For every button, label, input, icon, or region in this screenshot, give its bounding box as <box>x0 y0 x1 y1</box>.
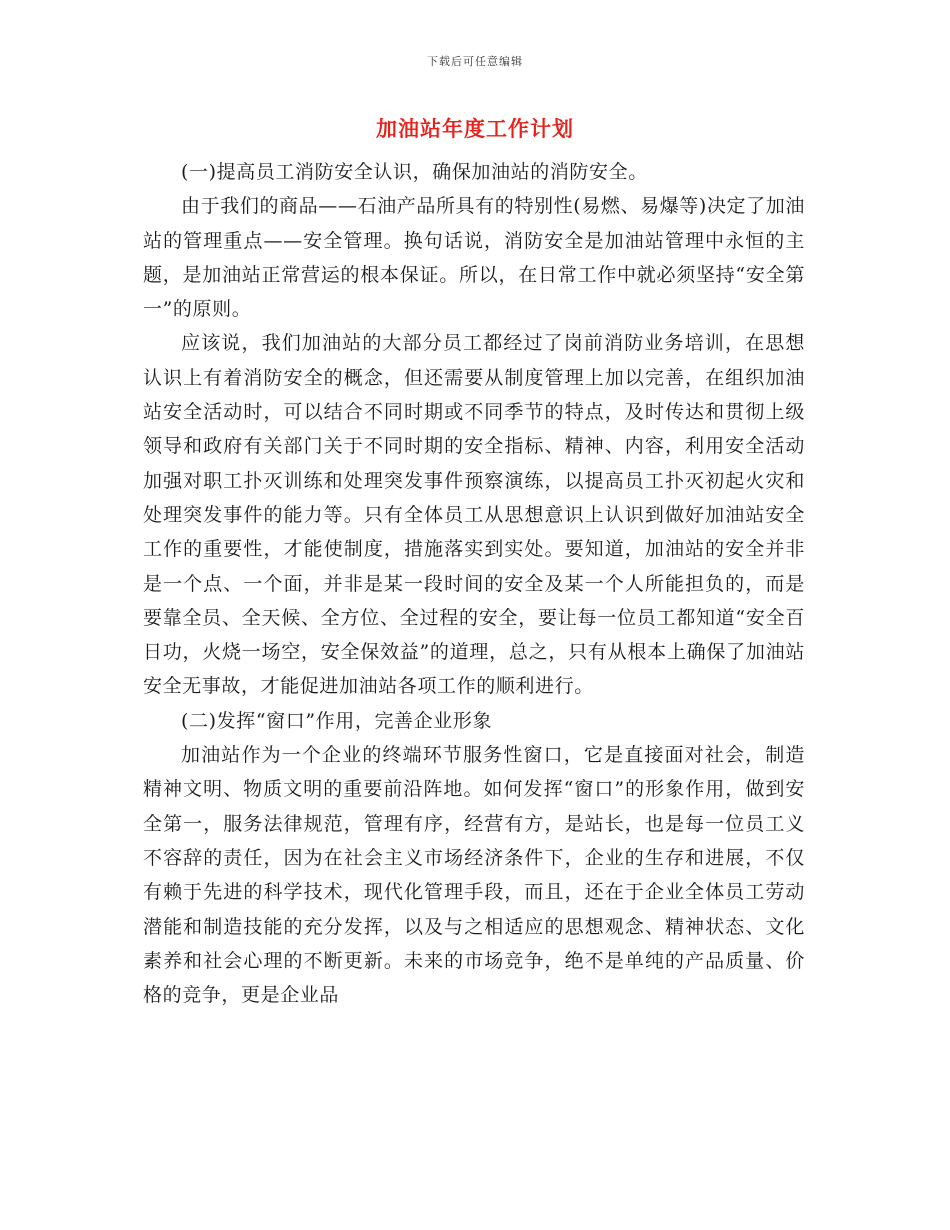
header-note: 下载后可任意编辑 <box>427 55 523 68</box>
paragraph-3: 加油站作为一个企业的终端环节服务性窗口，它是直接面对社会，制造精神文明、物质文明的重要前沿阵地。如何发挥“窗口”的形象作用，做到安全第一，服务法律规范，管理有序，经营有方，是站长，也是每一位员工义不容辞的责任，因为在社会主义市场经济条件下，企业的生存和进展，不仅有赖于先进的科学技术，现代化管理手段，而且，还在于企业全体员工劳动潜能和制造技能的充分发挥，以及与之相适应的思想观念、精神状态、文化素养和社会心理的不断更新。未来的市场竞争，绝不是单纯的产品质量、价格的竞争，更是企业品 <box>143 744 805 1007</box>
section-heading-2: (二)发挥“窗口”作用，完善企业形象 <box>181 709 493 732</box>
paragraph-2: 应该说，我们加油站的大部分员工都经过了岗前消防业务培训，在思想认识上有着消防安全的概念，但还需要从制度管理上加以完善，在组织加油站安全活动时，可以结合不同时期或不同季节的特点，及时传达和贯彻上级领导和政府有关部门关于不同时期的安全指标、精神、内容，利用安全活动加强对职工扑灭训练和处理突发事件预察演练，以提高员工扑灭初起火灾和处理突发事件的能力等。只有全体员工从思想意识上认识到做好加油站安全工作的重要性，才能使制度，措施落实到实处。要知道，加油站的安全并非是一个点、一个面，并非是某一段时间的安全及某一个人所能担负的，而是要靠全员、全天候、全方位、全过程的安全，要让每一位员工都知道“安全百日功，火烧一场空，安全保效益”的道理，总之，只有从根本上确保了加油站安全无事故，才能促进加油站各项工作的顺利进行。 <box>143 332 805 698</box>
section-heading-1: (一)提高员工消防安全认识，确保加油站的消防安全。 <box>181 161 648 183</box>
document-title: 加油站年度工作计划 <box>376 116 574 141</box>
paragraph-1: 由于我们的商品——石油产品所具有的特别性(易燃、易爆等)决定了加油站的管理重点——安全管理。换句话说，消防安全是加油站管理中永恒的主题，是加油站正常营运的根本保证。所以，在日常工作中就必须坚持“安全第一”的原则。 <box>143 195 805 321</box>
document-body <box>143 155 805 1012</box>
